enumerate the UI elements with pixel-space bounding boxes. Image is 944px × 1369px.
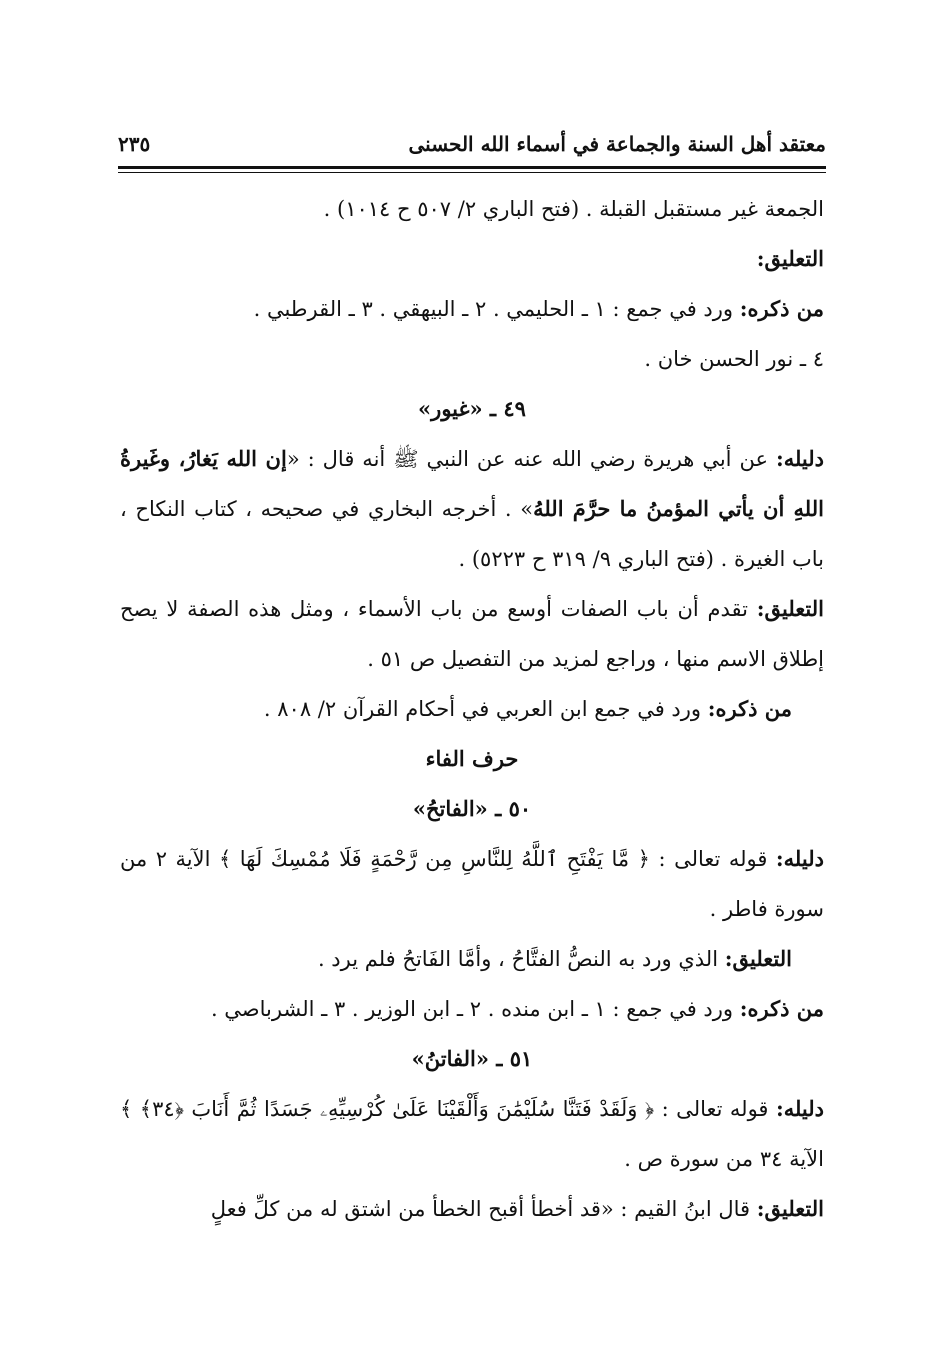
man-thakarahu-50 [120, 984, 824, 1034]
man-50-text: ورد في جمع : ١ ـ ابن منده . ٢ ـ ابن الوزير . ٣ ـ الشرباصي . [210, 997, 740, 1021]
running-header [118, 126, 826, 162]
dalil-label: دليله: [775, 446, 824, 471]
man-thakarahu-49 [120, 684, 824, 734]
section-49-title: ٤٩ ـ «غيور» [418, 396, 526, 421]
page-number: ٢٣٥ [118, 132, 151, 156]
dalil-50-text: قوله تعالى : ﴿ مَّا يَفْتَحِ ٱللَّهُ لِلنَّاسِ مِن رَّحْمَةٍ فَلَا مُمْسِكَ لَهَا ﴾ الآية ٢ من سورة فاطر . [120, 847, 824, 921]
section-50-title: ٥٠ ـ «الفاتحُ» [412, 796, 532, 821]
dalil-49-source: » . أخرجه البخاري في صحيحه ، كتاب النكاح ، باب الغيرة . (فتح الباري ٩/ ٣١٩ ح ٥٢٢٣) . [120, 497, 824, 571]
ta3liq-label: التعليق: [756, 246, 824, 271]
man-text: ورد في جمع : ١ ـ الحليمي . ٢ ـ البيهقي . ٣ ـ القرطبي . [253, 297, 740, 321]
ta3liq-50 [120, 934, 824, 984]
header-rule-thick [118, 166, 826, 169]
dalil-51-text: قوله تعالى : ﴿ وَلَقَدْ فَتَنَّا سُلَيْمَٰنَ وَأَلْقَيْنَا عَلَىٰ كُرْسِيِّهِۦ جَسَدًا ثُمَّ أَنَابَ ﴿٣٤﴾ ﴾ الآية ٣٤ من سورة ص . [120, 1097, 824, 1171]
ta3liq-label: التعليق: [756, 596, 824, 621]
ta3liq-51-text: قال ابنُ القيم : «قد أخطأ أقبح الخطأ من اشتق له من كلِّ فعلٍ [210, 1197, 757, 1221]
harf-title: حرف الفاء [425, 746, 519, 771]
ta3liq-49 [120, 584, 824, 684]
man-thakarahu-48 [120, 284, 824, 334]
ta3liq-50-text: الذي ورد به النصُّ الفتَّاحُ ، وأمَّا الفَاتحُ فلم يرد . [317, 947, 725, 971]
dalil-49-hadith: إن الله يَغارُ، وغَيرةُ اللهِ أن يأتي المؤمنُ ما حرَّمَ اللهُ [120, 446, 824, 521]
ta3liq-49-text: تقدم أن باب الصفات أوسع من باب الأسماء ، ومثل هذه الصفة لا يصح إطلاق الاسم منها ، وراجع لمزيد من التفصيل ص ٥١ . [120, 597, 824, 671]
ta3liq-label: التعليق: [756, 1196, 824, 1221]
dalil-51 [120, 1084, 824, 1184]
ta3liq-label: التعليق: [724, 946, 792, 971]
dalil-50 [120, 834, 824, 934]
man-label: من ذكره: [707, 696, 792, 721]
header-rule-thin [118, 172, 826, 173]
section-51-title: ٥١ ـ «الفاتنُ» [411, 1046, 533, 1071]
ta3liq-heading [120, 234, 824, 284]
dalil-label: دليله: [775, 1096, 824, 1121]
dalil-label: دليله: [775, 846, 824, 871]
man-label: من ذكره: [739, 296, 824, 321]
dalil-49 [120, 434, 824, 584]
man-49-text: ورد في جمع ابن العربي في أحكام القرآن ٢/ ٨٠٨ . [263, 697, 708, 721]
ta3liq-51 [120, 1184, 824, 1234]
running-title: معتقد أهل السنة والجماعة في أسماء الله الحسنى [408, 132, 826, 156]
continuation-line: الجمعة غير مستقبل القبلة . (فتح الباري ٢/ ٥٠٧ ح ١٠١٤) . [323, 197, 824, 221]
man-label: من ذكره: [739, 996, 824, 1021]
man-thakarahu-48-cont: ٤ ـ نور الحسن خان . [644, 347, 824, 371]
page-body [120, 184, 824, 1234]
dalil-49-intro: عن أبي هريرة رضي الله عنه عن النبي ﷺ أنه قال : « [286, 447, 776, 471]
